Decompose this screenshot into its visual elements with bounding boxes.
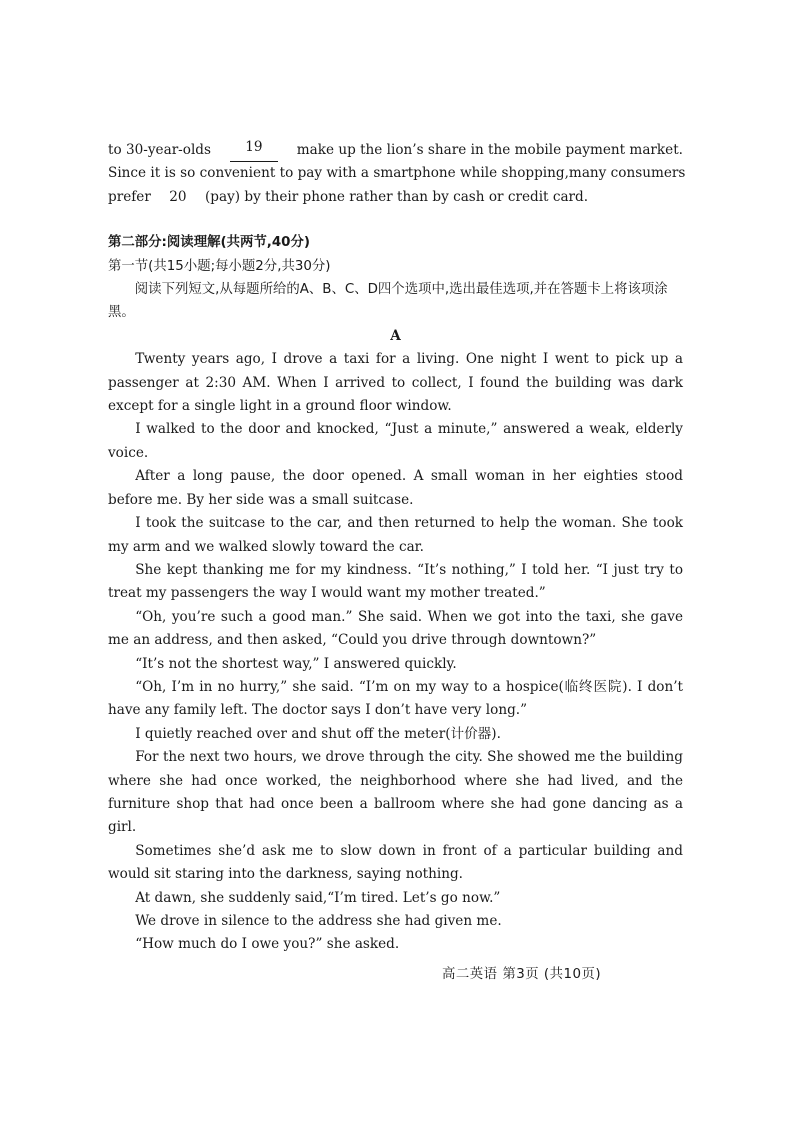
intro-text: (pay) by their phone rather than by cash or credit card. <box>204 188 589 205</box>
paragraph: “How much do I owe you?” she asked. <box>135 936 400 953</box>
exam-page <box>108 139 686 957</box>
section-heading: 第二部分:阅读理解(共两节,40分) <box>108 235 311 251</box>
paragraph: She kept thanking me for my kindness. “It’s nothing,” I told her. “I just try to treat my passengers the way I would want my mother treated.” <box>108 561 683 602</box>
paragraph: “Oh, I’m in no hurry,” she said. “I’m on my way to a hospice(临终医院). I don’t have any family left. The doctor says I don’t have very long.” <box>108 678 683 719</box>
passage-label: A <box>390 327 401 344</box>
paragraph: At dawn, she suddenly said,“I’m tired. Let’s go now.” <box>135 889 501 906</box>
paragraph: Sometimes she’d ask me to slow down in front of a particular building and would sit staring into the darkness, saying nothing. <box>108 842 683 883</box>
paragraph: Twenty years ago, I drove a taxi for a living. One night I went to pick up a passenger at 2:30 AM. When I arrived to collect, I found the building was dark except for a single light in a ground floor window. <box>108 351 683 415</box>
intro-line-3 <box>108 186 683 209</box>
section-instructions: 阅读下列短文,从每题所给的A、B、C、D四个选项中,选出最佳选项,并在答题卡上将该项涂黑。 <box>108 282 668 321</box>
intro-text: prefer <box>108 188 151 205</box>
paragraph: I took the suitcase to the car, and then returned to help the woman. She took my arm and we walked slowly toward the car. <box>108 515 683 555</box>
paragraph: I quietly reached over and shut off the meter(计价器). <box>135 725 501 742</box>
answer-blank-19: 19 <box>230 139 278 162</box>
intro-text: make up the lion’s share in the mobile payment market. <box>296 142 683 158</box>
paragraph: I walked to the door and knocked, “Just a minute,” answered a weak, elderly voice. <box>108 421 683 461</box>
section-subheading: 第一节(共15小题;每小题2分,共30分) <box>108 258 331 274</box>
paragraph: “It’s not the shortest way,” I answered quickly. <box>135 655 457 672</box>
intro-text: to 30-year-olds <box>108 142 211 158</box>
intro-line-1 <box>108 139 683 162</box>
intro-text: Since it is so convenient to pay with a smartphone while shopping,many consumers <box>108 165 686 182</box>
paragraph: After a long pause, the door opened. A small woman in her eighties stood before me. By her side was a small suitcase. <box>108 468 683 508</box>
paragraph: For the next two hours, we drove through the city. She showed me the building where she had once worked, the neighborhood where she had lived, and the furniture shop that had once been a ballroom where she had gone dancing as a girl. <box>108 749 683 836</box>
intro-line-2 <box>108 162 686 185</box>
paragraph: “Oh, you’re such a good man.” She said. When we got into the taxi, she gave me an address, and then asked, “Could you drive through downtown?” <box>108 608 683 649</box>
page-footer: 高二英语 第3页 (共10页) <box>442 967 602 982</box>
answer-blank-20: 20 <box>169 188 187 205</box>
paragraph: We drove in silence to the address she had given me. <box>135 913 502 929</box>
